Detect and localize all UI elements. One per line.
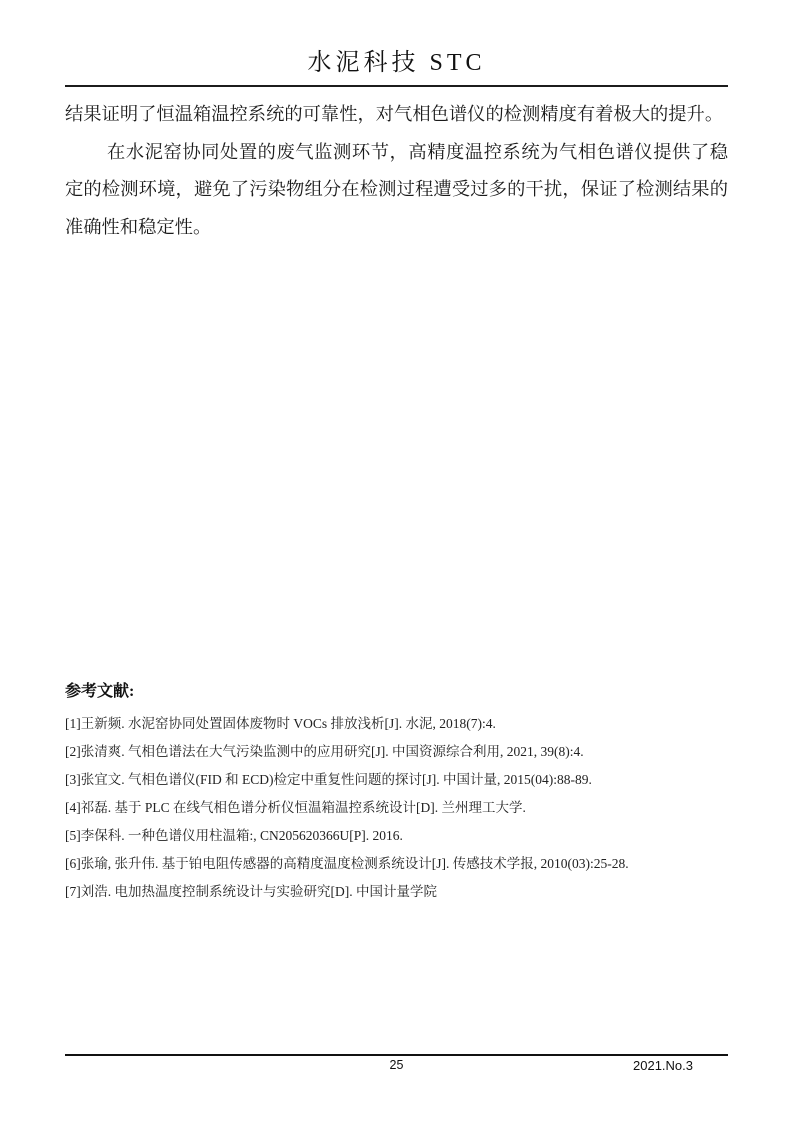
paragraph-conclusion: 结果证明了恒温箱温控系统的可靠性，对气相色谱仪的检测精度有着极大的提升。 xyxy=(65,104,724,124)
references-heading: 参考文献: xyxy=(65,683,135,700)
journal-header-title: 水泥科技 STC xyxy=(307,50,486,76)
reference-item-6: [6]张瑜, 张升伟. 基于铂电阻传感器的高精度温度检测系统设计[J]. 传感技术学报, 2010(03):25-28. xyxy=(65,856,629,871)
header-divider xyxy=(65,85,728,87)
reference-item-7: [7]刘浩. 电加热温度控制系统设计与实验研究[D]. 中国计量学院 xyxy=(65,884,437,899)
reference-item-4: [4]祁磊. 基于 PLC 在线气相色谱分析仪恒温箱温控系统设计[D]. 兰州理工大学. xyxy=(65,800,526,815)
footer-page-number: 25 xyxy=(389,1058,404,1072)
reference-item-5: [5]李保科. 一种色谱仪用柱温箱:, CN205620366U[P]. 2016. xyxy=(65,828,403,843)
body-text xyxy=(65,96,728,246)
footer-issue-label: 2021.No.3 xyxy=(633,1058,693,1073)
paragraph-application: 在水泥窑协同处置的废气监测环节，高精度温控系统为气相色谱仪提供了稳定的检测环境，避免了污染物组分在检测过程遭受过多的干扰，保证了检测结果的准确性和稳定性。 xyxy=(65,141,728,237)
reference-item-1: [1]王新频. 水泥窑协同处置固体废物时 VOCs 排放浅析[J]. 水泥, 2018(7):4. xyxy=(65,716,496,731)
reference-item-3: [3]张宜文. 气相色谱仪(FID 和 ECD)检定中重复性问题的探讨[J]. 中国计量, 2015(04):88-89. xyxy=(65,772,592,787)
reference-item-2: [2]张清爽. 气相色谱法在大气污染监测中的应用研究[J]. 中国资源综合利用, 2021, 39(8):4. xyxy=(65,744,584,759)
references-section xyxy=(65,678,735,906)
footer-divider xyxy=(65,1054,728,1056)
